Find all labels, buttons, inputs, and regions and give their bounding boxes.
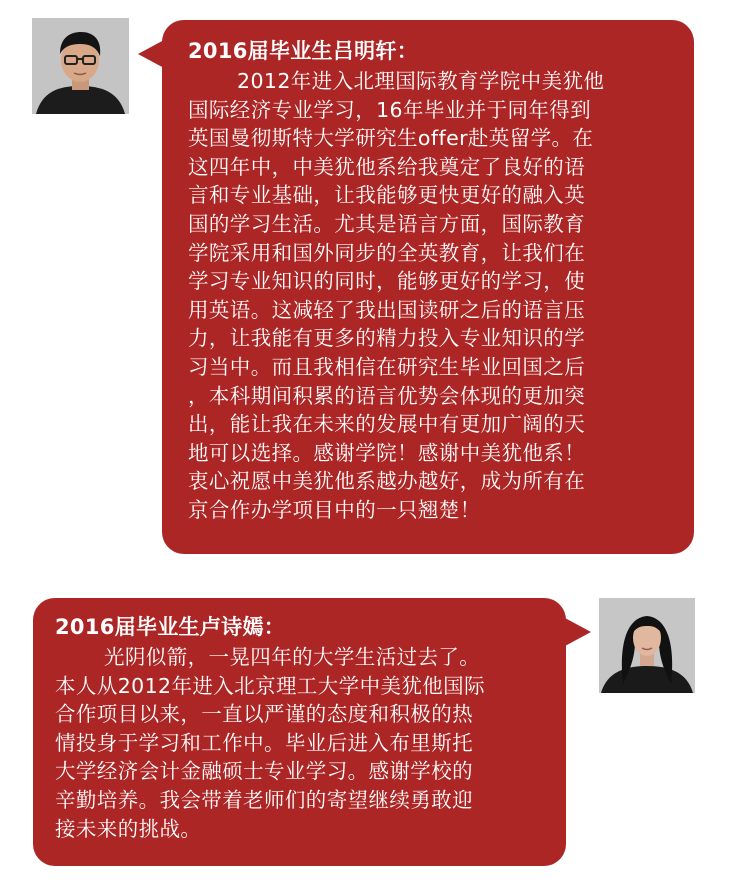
text-line: 接未来的挑战。 bbox=[55, 816, 202, 841]
text-line: 京合作办学项目中的一只翘楚！ bbox=[188, 497, 481, 522]
text-line: 衷心祝愿中美犹他系越办越好，成为所有在 bbox=[188, 469, 586, 494]
text-line: 地可以选择。感谢学院！感谢中美犹他系！ bbox=[188, 440, 586, 465]
text-line: 国际经济专业学习，16年毕业并于同年得到 bbox=[188, 97, 592, 122]
text-line: 用英语。这减轻了我出国读研之后的语言压 bbox=[188, 297, 586, 322]
text-line: 习当中。而且我相信在研究生毕业回国之后 bbox=[188, 354, 586, 379]
text-line: 学院采用和国外同步的全英教育，让我们在 bbox=[188, 240, 586, 265]
male-student-portrait-icon bbox=[32, 18, 129, 114]
female-student-portrait-icon bbox=[599, 598, 695, 693]
text-line: 本人从2012年进入北京理工大学中美犹他国际 bbox=[55, 673, 485, 698]
avatar-lu-shiyan bbox=[599, 598, 695, 693]
text-line: 光阴似箭，一晃四年的大学生活过去了。 bbox=[104, 645, 481, 669]
text-line: 情投身于学习和工作中。毕业后进入布里斯托 bbox=[55, 730, 473, 755]
text-line: 言和专业基础，让我能够更快更好的融入英 bbox=[188, 183, 586, 208]
text-line: 国的学习生活。尤其是语言方面，国际教育 bbox=[188, 211, 586, 236]
testimonial-bubble-1 bbox=[162, 20, 694, 554]
graduate-name: 2016届毕业生吕明轩： bbox=[188, 39, 419, 63]
avatar-lv-mingxuan bbox=[32, 18, 129, 114]
speech-tail-right bbox=[565, 618, 591, 646]
text-line: 大学经济会计金融硕士专业学习。感谢学校的 bbox=[55, 759, 473, 784]
text-line: 合作项目以来，一直以严谨的态度和积极的热 bbox=[55, 702, 473, 727]
text-line: 出，能让我在未来的发展中有更加广阔的天 bbox=[188, 412, 586, 437]
text-line: 力，让我能有更多的精力投入专业知识的学 bbox=[188, 326, 586, 351]
graduate-name: 2016届毕业生卢诗嫣： bbox=[55, 615, 286, 639]
text-line: ，本科期间积累的语言优势会体现的更加突 bbox=[188, 383, 586, 408]
text-line: 学习专业知识的同时，能够更好的学习，使 bbox=[188, 269, 586, 294]
text-line: 英国曼彻斯特大学研究生offer赴英留学。在 bbox=[188, 126, 594, 151]
text-line: 2012年进入北理国际教育学院中美犹他 bbox=[237, 69, 605, 93]
testimonial-text bbox=[55, 643, 548, 843]
text-line: 辛勤培养。我会带着老师们的寄望继续勇敢迎 bbox=[55, 787, 473, 812]
speech-tail-left bbox=[138, 40, 164, 68]
testimonial-bubble-2 bbox=[33, 598, 566, 866]
text-line: 这四年中，中美犹他系给我奠定了良好的语 bbox=[188, 154, 586, 179]
testimonial-text bbox=[188, 67, 674, 525]
